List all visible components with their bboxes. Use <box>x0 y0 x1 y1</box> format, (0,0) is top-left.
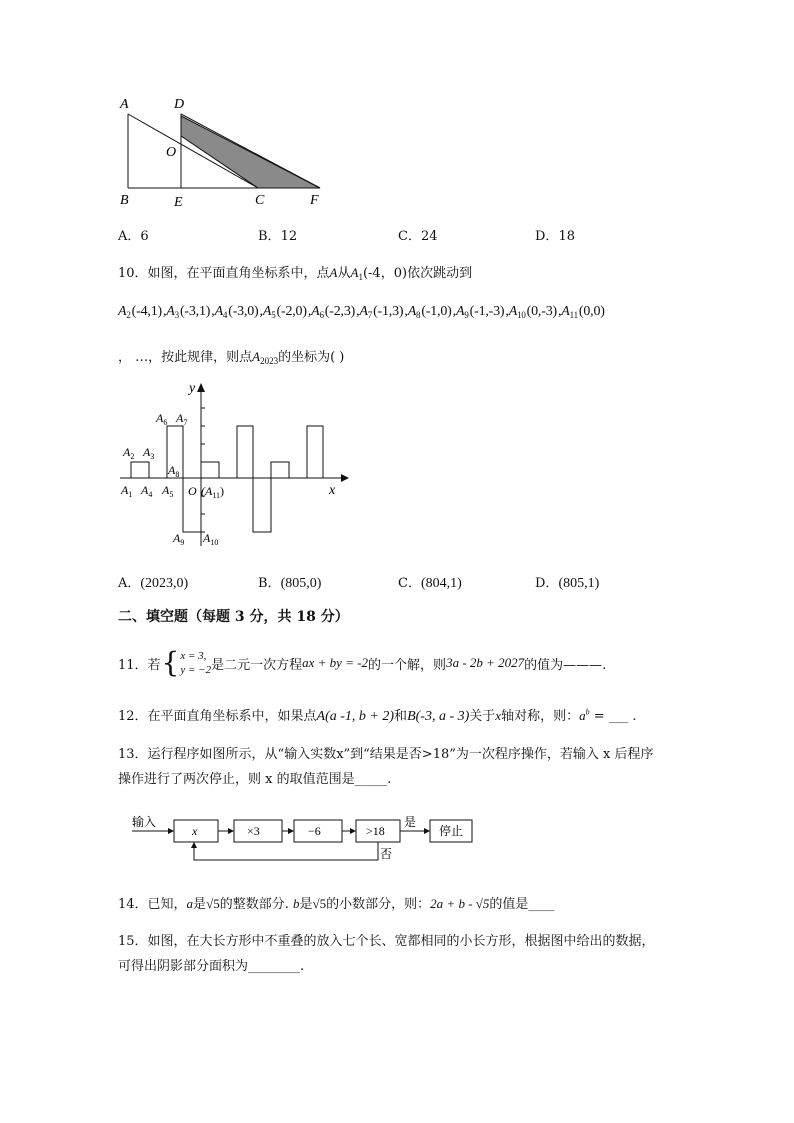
label-A9: $A_9$ <box>173 531 185 547</box>
point-coord: (-1,3) <box>373 304 404 319</box>
q11 <box>118 645 606 681</box>
jump-path <box>131 426 323 532</box>
option-letter: B． <box>258 229 281 244</box>
sequence-point <box>215 304 260 319</box>
flow-no-label: 否 <box>380 847 393 861</box>
q10-line1 <box>118 262 472 282</box>
point-name: A <box>561 304 570 319</box>
q13-flowchart <box>128 812 488 868</box>
point-coord: (-1,-3) <box>469 304 505 319</box>
flow-input-label: 输入 <box>132 815 157 829</box>
q10-then: 依次跳动到 <box>407 266 473 281</box>
q14-is2: 是 <box>299 897 313 912</box>
flow-box-x-text: x <box>192 824 198 838</box>
label-A3: $A_3$ <box>143 445 155 461</box>
point-name: A <box>166 304 175 319</box>
label-A: A <box>120 97 129 112</box>
q10-coordinate-graph <box>115 378 355 550</box>
q14 <box>118 893 554 912</box>
q12-point-a: A(a -1, b + 2) <box>316 709 395 724</box>
q12-expr: a <box>579 708 586 723</box>
label-A11: $(A_{11})$ <box>201 484 225 500</box>
point-subscript: 9 <box>464 310 469 320</box>
sequence-point <box>408 304 453 319</box>
q9-option-c[interactable] <box>398 225 438 244</box>
q11-prefix: 11．若 <box>118 657 161 673</box>
x-axis-arrow <box>341 474 349 482</box>
flow-box-gt18-text: >18 <box>366 824 385 838</box>
label-A4: $A_4$ <box>141 483 153 499</box>
point-coord: (-2,3) <box>324 304 356 319</box>
option-value: 18 <box>558 229 575 244</box>
q10-line3-prefix: ， …，按此规律，则点 <box>118 350 253 365</box>
q10-start-point: A <box>350 265 359 280</box>
y-axis-arrow <box>197 383 205 392</box>
q11-expr: 3a - 2b + 2027 <box>446 655 525 670</box>
q9-option-b[interactable] <box>258 225 297 244</box>
q12-suffix: 轴对称，则： <box>501 709 580 724</box>
option-value: 6 <box>140 229 149 244</box>
q9-option-d[interactable] <box>535 225 575 244</box>
q14-root2: √5 <box>312 896 327 911</box>
option-value: (805,0) <box>280 576 322 591</box>
q12-expr-sup: b <box>585 707 590 717</box>
flow-box-stop-text: 停止 <box>439 824 464 838</box>
q10-option-a[interactable] <box>118 572 188 592</box>
q10-from: 从 <box>337 266 351 281</box>
section-title: 二、填空题（每题 3 分，共 18 分） <box>118 609 349 625</box>
q14-prefix: 14．已知， <box>118 897 187 912</box>
option-value: (2023,0) <box>140 576 189 591</box>
point-name: A <box>508 304 518 319</box>
option-letter: D． <box>535 576 559 591</box>
q11-after-eq: 的一个解，则 <box>368 657 447 673</box>
point-name: A <box>118 304 127 319</box>
sequence-point <box>118 304 163 319</box>
point-coord: (0,0) <box>578 304 605 319</box>
q10-option-c[interactable] <box>398 572 462 592</box>
q12-middle: 关于 <box>469 709 496 724</box>
point-labels <box>120 411 224 547</box>
option-letter: C． <box>398 229 421 244</box>
label-A8: $A_8$ <box>168 463 180 479</box>
equation-system-brace: { <box>161 646 180 679</box>
label-A10: $A_{10}$ <box>203 531 219 547</box>
q10-start-sub: 1 <box>358 272 363 282</box>
q10-target-sub: 2023 <box>260 356 279 366</box>
q12-and: 和 <box>394 709 408 724</box>
q14-expr: 2a + b - √5 <box>430 896 490 911</box>
flow-box-times3-text: ×3 <box>247 824 260 838</box>
q11-equation: ax + by = -2 <box>302 655 369 670</box>
label-F: F <box>310 193 319 208</box>
label-A7: $A_7$ <box>176 411 188 427</box>
point-coord: (-3,0) <box>228 304 259 319</box>
point-name: A <box>407 304 417 319</box>
sequence-point <box>263 304 308 319</box>
q10-sequence-line: $A_2(-4,1),A_3(-3,1),A_4(-3,0),A_5(-2,0),A_6(-2,3),A_7(-1,3),A_8(-1,0),A_9(-1,-3),A_{10}(0,-3),A_{11}(0,0)$ <box>118 304 605 320</box>
point-subscript: 4 <box>222 310 228 320</box>
flow-yes-label: 是 <box>404 815 417 829</box>
sequence-point <box>166 304 211 319</box>
point-subscript: 7 <box>367 310 373 320</box>
point-coord: (-1,0) <box>421 304 452 319</box>
point-subscript: 2 <box>126 310 131 320</box>
sequence-point <box>359 304 404 319</box>
option-letter: A． <box>118 229 141 244</box>
q14-root1: √5 <box>206 896 220 911</box>
q10-line3-suffix: 的坐标为( ) <box>278 350 345 365</box>
q11-middle: 是二元一次方程 <box>211 657 303 673</box>
label-A1: $A_1$ <box>121 483 133 499</box>
q10-start-coord: (-4，0) <box>362 266 408 281</box>
label-O: O <box>188 484 197 498</box>
label-C: C <box>255 193 265 208</box>
y-ticks <box>201 408 205 532</box>
q12-point-b: B(-3, a - 3) <box>407 709 470 724</box>
point-coord: (-2,0) <box>276 304 307 319</box>
q14-int-part: 的整数部分 <box>219 897 285 912</box>
point-name: A <box>311 304 320 319</box>
flow-box-minus6-text: −6 <box>308 824 321 838</box>
q12-eq: = ___ . <box>589 709 637 724</box>
point-subscript: 3 <box>174 310 179 320</box>
equation-system <box>180 649 211 677</box>
q10-target-name: A <box>252 349 261 364</box>
q14-dot: . <box>284 897 289 912</box>
q10-line3 <box>118 346 344 366</box>
q9-figure <box>110 90 340 210</box>
q9-option-a[interactable] <box>118 225 149 244</box>
option-letter: A． <box>118 576 141 591</box>
option-letter: B． <box>258 576 281 591</box>
label-B: B <box>120 193 129 208</box>
q14-a: a <box>186 896 194 911</box>
sequence-point <box>311 304 356 319</box>
point-coord: (0,-3) <box>526 304 557 319</box>
q12-axis: x <box>495 708 502 723</box>
sequence-point <box>509 304 558 319</box>
label-A6: $A_6$ <box>156 411 168 427</box>
y-axis-label: y <box>189 381 196 396</box>
q14-frac-part: 的小数部分，则： <box>326 897 431 912</box>
x-axis-label: x <box>329 483 336 498</box>
option-value: 24 <box>420 229 438 244</box>
system-line-2: y = −2 <box>180 664 212 676</box>
q14-is: 是 <box>193 897 207 912</box>
system-line-1: x = 3, <box>180 650 207 662</box>
label-O: O <box>166 145 177 160</box>
point-subscript: 11 <box>569 310 578 320</box>
q15-line1: 15．如图，在大长方形中不重叠的放入七个长、宽都相同的小长方形，根据图中给出的数据， <box>118 934 655 949</box>
point-name: A <box>455 304 465 319</box>
flow-loop-back <box>194 842 378 860</box>
q12-prefix: 12．在平面直角坐标系中，如果点 <box>118 709 317 724</box>
q12 <box>118 705 637 725</box>
label-E: E <box>174 195 183 210</box>
option-value: (805,1) <box>558 576 600 591</box>
q15-line2: 可得出阴影部分面积为________. <box>118 959 305 974</box>
option-letter: D． <box>535 229 559 244</box>
point-name: A <box>262 304 272 319</box>
point-name: A <box>214 304 223 319</box>
q10-intro: 10．如图，在平面直角坐标系中，点 <box>118 266 330 281</box>
option-value: 12 <box>280 229 298 244</box>
point-coord: (-4,1) <box>131 304 162 319</box>
point-name: A <box>359 304 368 319</box>
label-A2: $A_2$ <box>123 445 135 461</box>
q10-option-b[interactable] <box>258 572 321 592</box>
sequence-point <box>456 304 505 319</box>
point-subscript: 5 <box>271 310 276 320</box>
q13-line1: 13．运行程序如图所示，从“输入实数x”到“结果是否>18”为一次程序操作，若输入 x 后程序 <box>118 747 654 762</box>
q14-b: b <box>293 896 300 911</box>
q10-option-d[interactable] <box>535 572 599 592</box>
q13-line2: 操作进行了两次停止，则 x 的取值范围是_____. <box>118 772 392 787</box>
label-A5: $A_5$ <box>162 483 174 499</box>
sequence-point <box>561 304 605 319</box>
q14-suffix: 的值是____ <box>489 897 555 912</box>
point-subscript: 6 <box>319 310 324 320</box>
option-value: (804,1) <box>420 576 462 591</box>
point-coord: (-3,1) <box>179 304 211 319</box>
label-D: D <box>174 97 185 112</box>
q10-point-a: A <box>329 265 338 280</box>
point-subscript: 8 <box>416 310 421 320</box>
point-subscript: 10 <box>517 310 526 320</box>
q11-suffix: 的值为———. <box>524 657 607 673</box>
option-letter: C． <box>398 576 421 591</box>
